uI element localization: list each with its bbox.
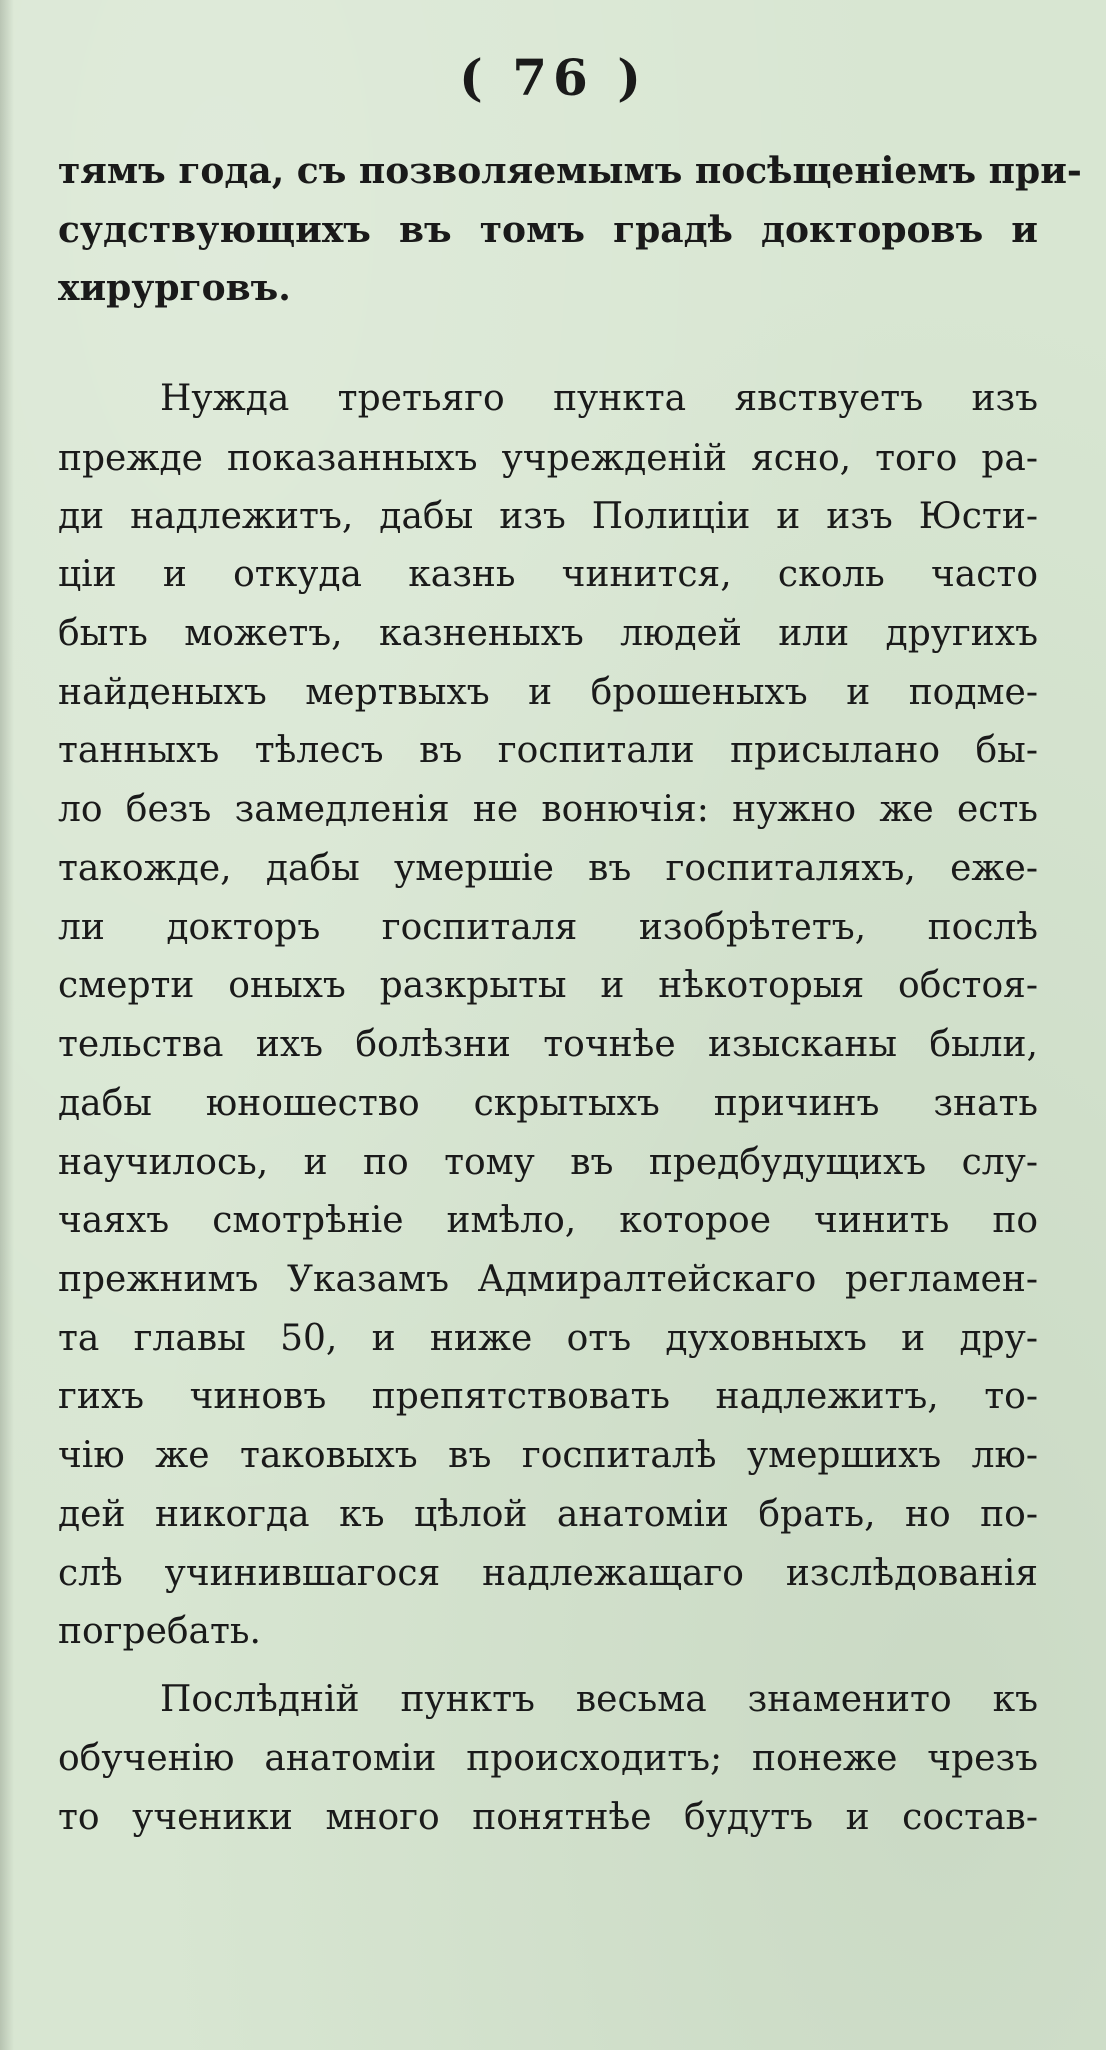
text-line: прежнимъ Указамъ Адмиралтейскаго регламен- xyxy=(58,1259,1038,1300)
text-line: та главы 50, и ниже отъ духовныхъ и дру- xyxy=(58,1318,1038,1359)
text-line: чію же таковыхъ въ госпиталѣ умершихъ лю- xyxy=(58,1435,1038,1476)
text-line: то ученики много понятнѣе будутъ и состав- xyxy=(58,1797,1038,1838)
text-line: слѣ учинившагося надлежащаго изслѣдованія xyxy=(58,1553,1038,1594)
text-line: ли докторъ госпиталя изобрѣтетъ, послѣ xyxy=(58,907,1038,948)
text-line: дабы юношество скрытыхъ причинъ знать xyxy=(58,1083,1038,1124)
text-line: Нужда третьяго пункта явствуетъ изъ xyxy=(160,378,1038,419)
text-line: ціи и откуда казнь чинится, сколь часто xyxy=(58,554,1038,595)
text-line: танныхъ тѣлесъ въ госпитали присылано бы- xyxy=(58,730,1038,771)
text-line: Послѣдній пунктъ весьма знаменито къ xyxy=(160,1679,1038,1720)
text-line: дей никогда къ цѣлой анатоміи брать, но по- xyxy=(58,1494,1038,1535)
text-line: найденыхъ мертвыхъ и брошеныхъ и подме- xyxy=(58,672,1038,713)
text-line: чаяхъ смотрѣніе имѣло, которое чинить по xyxy=(58,1200,1038,1241)
text-line: тямъ года, съ позволяемымъ посѣщеніемъ при- xyxy=(58,150,1082,192)
page-edge-shadow xyxy=(0,0,14,2050)
text-line: тельства ихъ болѣзни точнѣе изысканы были, xyxy=(58,1024,1038,1065)
text-line: ло безъ замедленія не вонючія: нужно же есть xyxy=(58,789,1038,830)
text-line: прежде показанныхъ учрежденій ясно, того ра- xyxy=(58,438,1038,479)
text-line: хирурговъ. xyxy=(58,267,291,309)
text-line: ди надлежитъ, дабы изъ Полиціи и изъ Юсти- xyxy=(58,496,1038,537)
text-line: обученію анатоміи происходитъ; понеже чрезъ xyxy=(58,1738,1038,1779)
page-number: ( 76 ) xyxy=(459,48,647,107)
text-line: научилось, и по тому въ предбудущихъ слу- xyxy=(58,1142,1038,1183)
text-line: быть можетъ, казненыхъ людей или другихъ xyxy=(58,613,1038,654)
text-line: погребать. xyxy=(58,1611,261,1652)
text-line: смерти оныхъ разкрыты и нѣкоторыя обстоя- xyxy=(58,965,1038,1006)
text-line: такожде, дабы умершіе въ госпиталяхъ, еже- xyxy=(58,848,1038,889)
text-line: гихъ чиновъ препятствовать надлежитъ, то- xyxy=(58,1376,1038,1417)
text-line: судствующихъ въ томъ градѣ докторовъ и xyxy=(58,209,1038,251)
